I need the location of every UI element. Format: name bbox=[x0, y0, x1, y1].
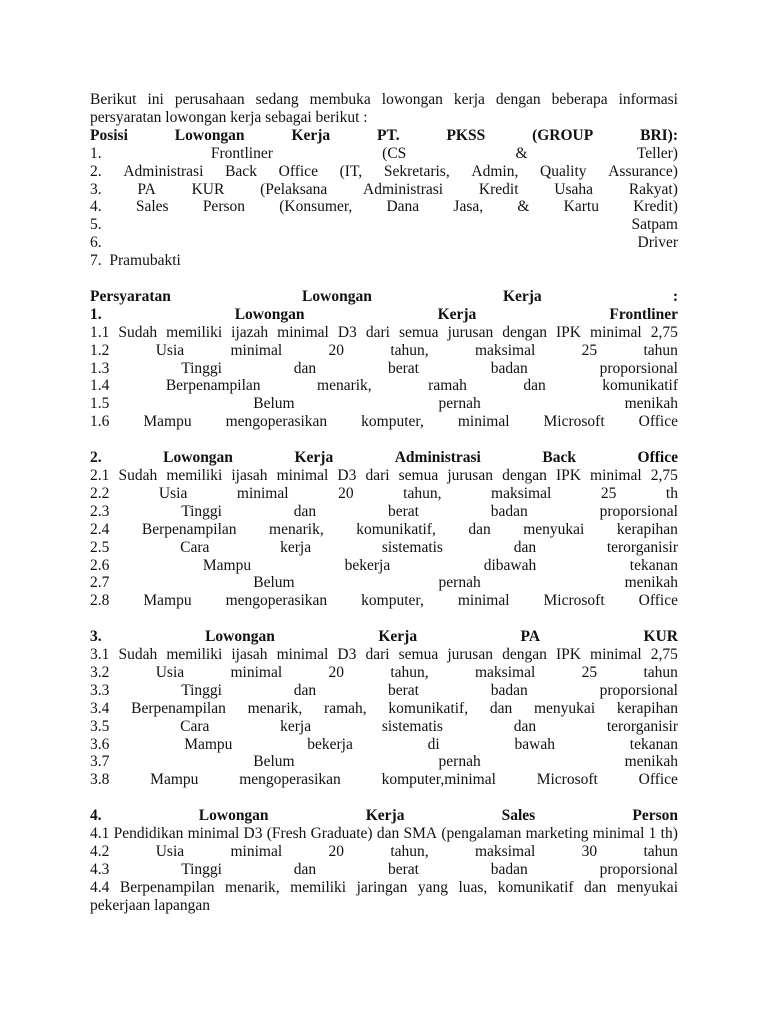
word: kerapihan bbox=[616, 699, 678, 717]
requirement-item bbox=[90, 861, 678, 879]
word: dan bbox=[376, 825, 400, 843]
requirement-item bbox=[90, 700, 678, 718]
word: th bbox=[665, 484, 678, 502]
section-pa-kur bbox=[90, 628, 678, 789]
word: berat bbox=[388, 860, 419, 878]
word: Dana bbox=[386, 198, 420, 216]
word: terorganisir bbox=[606, 538, 678, 556]
word: Office bbox=[637, 449, 678, 467]
section-back-office bbox=[90, 449, 678, 610]
word: (pengalaman bbox=[441, 825, 522, 843]
word: 1 bbox=[648, 825, 657, 843]
word: Usia bbox=[155, 341, 185, 359]
word: pernah bbox=[438, 753, 481, 771]
word: Usia bbox=[158, 484, 188, 502]
word: minimal bbox=[230, 843, 283, 860]
word: 20 bbox=[328, 843, 344, 860]
intro-paragraph: Berikut ini perusahaan sedang membuka lowongan kerja dengan beberapa informasi persyaratan lowongan kerja sebagai berikut : bbox=[90, 91, 678, 126]
word: 3.8 bbox=[90, 771, 110, 789]
word: dan bbox=[293, 502, 317, 520]
word: Sudah bbox=[118, 646, 158, 664]
word: 6. bbox=[90, 234, 102, 252]
word: (CS bbox=[382, 144, 407, 162]
word: KUR bbox=[643, 628, 678, 646]
word: Assurance) bbox=[608, 162, 678, 180]
word: Office bbox=[278, 162, 318, 180]
word: Back bbox=[542, 449, 576, 467]
word: IPK bbox=[555, 646, 581, 664]
word: Microsoft bbox=[536, 771, 598, 789]
requirement-item bbox=[90, 682, 678, 700]
word: dan bbox=[293, 681, 317, 699]
word: 2.6 bbox=[90, 556, 110, 574]
word: : bbox=[672, 287, 678, 305]
word: komunikatif bbox=[602, 377, 678, 395]
word: minimal bbox=[590, 467, 642, 484]
word: Lowongan bbox=[163, 449, 233, 467]
word: pernah bbox=[438, 395, 481, 413]
requirement-item bbox=[90, 736, 678, 754]
word: dengan bbox=[502, 323, 547, 341]
word: IPK bbox=[556, 323, 581, 341]
word: Administrasi bbox=[363, 180, 444, 198]
word: minimal bbox=[276, 467, 329, 484]
word: Belum bbox=[253, 574, 295, 592]
requirements-heading bbox=[90, 288, 678, 306]
word: pernah bbox=[438, 574, 481, 592]
word: Tinggi bbox=[181, 359, 222, 377]
word: Admin, bbox=[471, 162, 519, 180]
requirement-item bbox=[90, 467, 678, 485]
positions-list bbox=[90, 145, 678, 270]
word: 2.8 bbox=[90, 592, 110, 610]
word: minimal bbox=[457, 592, 510, 610]
word: Teller) bbox=[636, 144, 678, 162]
word: 2.7 bbox=[90, 574, 110, 592]
word: 4.3 bbox=[90, 860, 110, 878]
word: Microsoft bbox=[543, 413, 605, 431]
word: 2.4 bbox=[90, 520, 110, 538]
word: Sales bbox=[501, 807, 536, 825]
word: Sales bbox=[135, 198, 169, 216]
word: Kerja bbox=[437, 305, 477, 323]
word: dari bbox=[365, 467, 390, 484]
requirement-item bbox=[90, 342, 678, 360]
word: Frontliner bbox=[609, 305, 678, 323]
word: menikah bbox=[624, 395, 678, 413]
word: 1.1 bbox=[90, 323, 110, 341]
word: D3 bbox=[337, 323, 357, 341]
section-title bbox=[90, 807, 678, 825]
word: 2.5 bbox=[90, 538, 110, 556]
word: Jasa, bbox=[453, 198, 484, 216]
word: maksimal bbox=[475, 663, 536, 681]
word: (GROUP bbox=[532, 126, 594, 144]
word: proporsional bbox=[599, 359, 678, 377]
requirement-item bbox=[90, 592, 678, 610]
word: 2,75 bbox=[650, 646, 678, 664]
word: Kerja bbox=[378, 628, 418, 646]
word: proporsional bbox=[599, 681, 678, 699]
word: D3 bbox=[337, 646, 357, 664]
word: jurusan bbox=[447, 467, 493, 484]
word: minimal bbox=[236, 484, 289, 502]
word: (Pelaksana bbox=[260, 180, 328, 198]
word: 25 bbox=[581, 341, 598, 359]
word: ijasah bbox=[231, 467, 268, 484]
document-page bbox=[90, 91, 678, 915]
word: D3 bbox=[243, 825, 263, 843]
word: 25 bbox=[600, 484, 617, 502]
word: 1.4 bbox=[90, 377, 110, 395]
word: Berpenampilan bbox=[131, 699, 226, 717]
word: & bbox=[515, 144, 528, 162]
word: Tinggi bbox=[181, 502, 222, 520]
word: 4.2 bbox=[90, 843, 110, 860]
word: Administrasi bbox=[394, 449, 481, 467]
section-frontliner bbox=[90, 306, 678, 431]
word: Sudah bbox=[118, 323, 158, 341]
word: Usaha bbox=[554, 180, 594, 198]
word: 20 bbox=[328, 663, 344, 681]
word: kerja bbox=[280, 717, 312, 735]
word: Belum bbox=[253, 753, 295, 771]
word: semua bbox=[398, 323, 439, 341]
requirement-item bbox=[90, 521, 678, 539]
word: 3. bbox=[90, 628, 102, 646]
word: Person bbox=[202, 198, 246, 216]
word: di bbox=[427, 735, 440, 753]
requirement-item bbox=[90, 503, 678, 521]
word: Pendidikan bbox=[113, 825, 184, 843]
word: Cara bbox=[180, 717, 210, 735]
word: minimal bbox=[230, 341, 283, 359]
word: PT. bbox=[377, 126, 400, 144]
word: ijazah bbox=[231, 323, 269, 341]
word: 3.4 bbox=[90, 699, 110, 717]
word: Driver bbox=[637, 234, 678, 252]
word: Usia bbox=[155, 663, 185, 681]
word: badan bbox=[490, 359, 528, 377]
word: Administrasi bbox=[123, 162, 204, 180]
word: th) bbox=[660, 825, 678, 843]
word: minimal bbox=[276, 646, 329, 664]
section-sales-person bbox=[90, 807, 678, 914]
word: & bbox=[517, 198, 530, 216]
word: 1. bbox=[90, 305, 102, 323]
word: mengoperasikan bbox=[239, 771, 341, 789]
requirement-item bbox=[90, 574, 678, 592]
position-item bbox=[90, 163, 678, 181]
word: menikah bbox=[624, 753, 678, 771]
word: menarik, bbox=[247, 699, 303, 717]
word: Office bbox=[638, 592, 678, 610]
word: komunikatif, bbox=[356, 520, 436, 538]
word: minimal bbox=[187, 825, 240, 843]
word: minimal bbox=[277, 323, 329, 341]
word: 20 bbox=[328, 341, 344, 359]
word: Tinggi bbox=[181, 681, 222, 699]
word: 4. bbox=[90, 198, 102, 216]
word: 1. bbox=[90, 144, 102, 162]
word: tahun bbox=[643, 663, 678, 681]
word: 30 bbox=[581, 843, 598, 860]
word: marketing bbox=[525, 825, 589, 843]
word: 1.3 bbox=[90, 359, 110, 377]
word: tekanan bbox=[629, 735, 678, 753]
word: Kerja bbox=[291, 126, 331, 144]
word: ijasah bbox=[231, 646, 268, 664]
word: Belum bbox=[253, 395, 295, 413]
word: minimal bbox=[457, 413, 510, 431]
word: komputer, bbox=[361, 592, 424, 610]
word: Persyaratan bbox=[90, 287, 171, 305]
word: berat bbox=[388, 359, 419, 377]
word: dengan bbox=[502, 646, 547, 664]
word: 3.1 bbox=[90, 646, 110, 664]
word: dan bbox=[293, 359, 317, 377]
requirement-item bbox=[90, 413, 678, 431]
word: 2.1 bbox=[90, 467, 110, 484]
word: PA bbox=[520, 628, 541, 646]
requirement-item bbox=[90, 753, 678, 771]
word: Kredit bbox=[478, 180, 519, 198]
word: SMA bbox=[403, 825, 438, 843]
word: Kartu bbox=[563, 198, 599, 216]
requirement-item bbox=[90, 539, 678, 557]
word: dan bbox=[489, 699, 513, 717]
word: tahun, bbox=[390, 843, 429, 860]
word: komputer, bbox=[361, 413, 424, 431]
section-title bbox=[90, 628, 678, 646]
word: Kredit) bbox=[633, 198, 678, 216]
word: Mampu bbox=[184, 735, 233, 753]
word: badan bbox=[490, 681, 528, 699]
word: 3.2 bbox=[90, 663, 110, 681]
word: 1.6 bbox=[90, 413, 110, 431]
word: komputer,minimal bbox=[381, 771, 496, 789]
word: tahun, bbox=[390, 341, 429, 359]
word: Lowongan bbox=[302, 287, 372, 305]
word: menyukai bbox=[523, 520, 585, 538]
word: memiliki bbox=[166, 646, 223, 664]
word: menyukai bbox=[534, 699, 596, 717]
word: semua bbox=[398, 646, 439, 664]
word: 2,75 bbox=[650, 323, 678, 341]
word: komunikatif, bbox=[388, 699, 469, 717]
word: Berpenampilan bbox=[165, 377, 261, 395]
word: Satpam bbox=[631, 216, 678, 234]
word: sistematis bbox=[381, 717, 443, 735]
word: 3.7 bbox=[90, 753, 110, 771]
word: Berpenampilan bbox=[141, 520, 237, 538]
word: 2.2 bbox=[90, 484, 110, 502]
requirement-item bbox=[90, 771, 678, 789]
word: 2.3 bbox=[90, 502, 110, 520]
word: jurusan bbox=[447, 323, 494, 341]
word: Frontliner bbox=[210, 144, 273, 162]
word: semua bbox=[398, 467, 439, 484]
word: kerja bbox=[280, 538, 312, 556]
word: tahun, bbox=[403, 484, 442, 502]
word: tahun bbox=[643, 843, 678, 860]
requirement-item bbox=[90, 557, 678, 575]
word: tahun bbox=[643, 341, 678, 359]
word: (Fresh bbox=[266, 825, 307, 843]
word: dibawah bbox=[483, 556, 537, 574]
word: maksimal bbox=[491, 484, 552, 502]
word: 2,75 bbox=[650, 467, 678, 484]
word: PKSS bbox=[446, 126, 486, 144]
word: terorganisir bbox=[606, 717, 678, 735]
requirement-item bbox=[90, 395, 678, 413]
word: Back bbox=[225, 162, 257, 180]
word: Graduate) bbox=[310, 825, 373, 843]
word: memiliki bbox=[166, 467, 223, 484]
section-title bbox=[90, 306, 678, 324]
word: bawah bbox=[514, 735, 555, 753]
word: menikah bbox=[624, 574, 678, 592]
word: 3.6 bbox=[90, 735, 110, 753]
requirement-item bbox=[90, 843, 678, 861]
word: Lowongan bbox=[198, 807, 269, 825]
word: tekanan bbox=[629, 556, 678, 574]
word: D3 bbox=[337, 467, 357, 484]
word: sistematis bbox=[381, 538, 443, 556]
word: maksimal bbox=[475, 843, 536, 860]
word: 25 bbox=[581, 663, 598, 681]
word: dan bbox=[513, 717, 537, 735]
requirement-item bbox=[90, 718, 678, 736]
word: minimal bbox=[590, 646, 642, 664]
position-item bbox=[90, 216, 678, 234]
position-item: 7. Pramubakti bbox=[90, 252, 181, 270]
requirement-item bbox=[90, 377, 678, 395]
requirement-item bbox=[90, 825, 678, 843]
word: KUR bbox=[191, 180, 225, 198]
word: 4. bbox=[90, 807, 102, 825]
word: BRI): bbox=[640, 126, 678, 144]
word: 1.5 bbox=[90, 395, 110, 413]
word: 5. bbox=[90, 216, 102, 234]
word: badan bbox=[490, 860, 528, 878]
position-item bbox=[90, 181, 678, 199]
word: bekerja bbox=[344, 556, 391, 574]
word: Sudah bbox=[118, 467, 158, 484]
word: Lowongan bbox=[205, 628, 275, 646]
word: Quality bbox=[540, 162, 587, 180]
word: 3.3 bbox=[90, 681, 110, 699]
word: menarik, bbox=[269, 520, 324, 538]
word: IPK bbox=[555, 467, 581, 484]
word: kerapihan bbox=[616, 520, 678, 538]
word: dengan bbox=[502, 467, 547, 484]
word: Kerja bbox=[294, 449, 334, 467]
word: memiliki bbox=[166, 323, 223, 341]
word: Mampu bbox=[150, 771, 199, 789]
word: Sekretaris, bbox=[383, 162, 450, 180]
word: Cara bbox=[180, 538, 210, 556]
word: dari bbox=[365, 646, 390, 664]
word: Lowongan bbox=[234, 305, 305, 323]
word: Microsoft bbox=[543, 592, 605, 610]
section-title bbox=[90, 449, 678, 467]
word: jurusan bbox=[447, 646, 493, 664]
word: Kerja bbox=[365, 807, 405, 825]
word: Tinggi bbox=[181, 860, 222, 878]
word: dan bbox=[468, 520, 491, 538]
word: 2. bbox=[90, 449, 102, 467]
word: (Konsumer, bbox=[279, 198, 353, 216]
word: bekerja bbox=[307, 735, 353, 753]
word: minimal bbox=[590, 323, 642, 341]
word: PA bbox=[137, 180, 156, 198]
position-item bbox=[90, 198, 678, 216]
word: Person bbox=[632, 807, 678, 825]
word: berat bbox=[388, 681, 419, 699]
word: minimal bbox=[592, 825, 645, 843]
word: tahun, bbox=[390, 663, 429, 681]
word: Mampu bbox=[202, 556, 252, 574]
requirement-item bbox=[90, 664, 678, 682]
word: Posisi bbox=[90, 126, 128, 144]
word: Office bbox=[638, 413, 678, 431]
word: Mampu bbox=[143, 592, 192, 610]
word: 20 bbox=[338, 484, 354, 502]
requirement-item bbox=[90, 485, 678, 503]
word: 1.2 bbox=[90, 341, 110, 359]
positions-heading bbox=[90, 127, 678, 145]
word: maksimal bbox=[475, 341, 536, 359]
word: dan bbox=[523, 377, 546, 395]
requirement-item bbox=[90, 360, 678, 378]
word: badan bbox=[490, 502, 528, 520]
word: 4.1 bbox=[90, 825, 110, 843]
requirement-item: 4.4 Berpenampilan menarik, memiliki jaringan yang luas, komunikatif dan menyukai pekerjaan lapangan bbox=[90, 878, 678, 914]
word: 3.5 bbox=[90, 717, 110, 735]
word: ramah bbox=[428, 377, 467, 395]
word: minimal bbox=[230, 663, 283, 681]
word: ramah, bbox=[324, 699, 367, 717]
position-item bbox=[90, 234, 678, 252]
position-item bbox=[90, 145, 678, 163]
word: 3. bbox=[90, 180, 102, 198]
word: mengoperasikan bbox=[225, 592, 328, 610]
word: Office bbox=[638, 771, 678, 789]
word: (IT, bbox=[339, 162, 363, 180]
word: berat bbox=[388, 502, 419, 520]
requirement-item bbox=[90, 646, 678, 664]
word: dari bbox=[365, 323, 390, 341]
word: Lowongan bbox=[174, 126, 245, 144]
word: proporsional bbox=[599, 860, 678, 878]
word: Kerja bbox=[502, 287, 542, 305]
word: Usia bbox=[155, 843, 185, 860]
word: 2. bbox=[90, 162, 102, 180]
word: dan bbox=[513, 538, 537, 556]
word: Mampu bbox=[143, 413, 192, 431]
word: Rakyat) bbox=[628, 180, 678, 198]
word: mengoperasikan bbox=[225, 413, 328, 431]
word: proporsional bbox=[599, 502, 678, 520]
word: menarik, bbox=[317, 377, 372, 395]
word: dan bbox=[293, 860, 317, 878]
requirement-item bbox=[90, 324, 678, 342]
